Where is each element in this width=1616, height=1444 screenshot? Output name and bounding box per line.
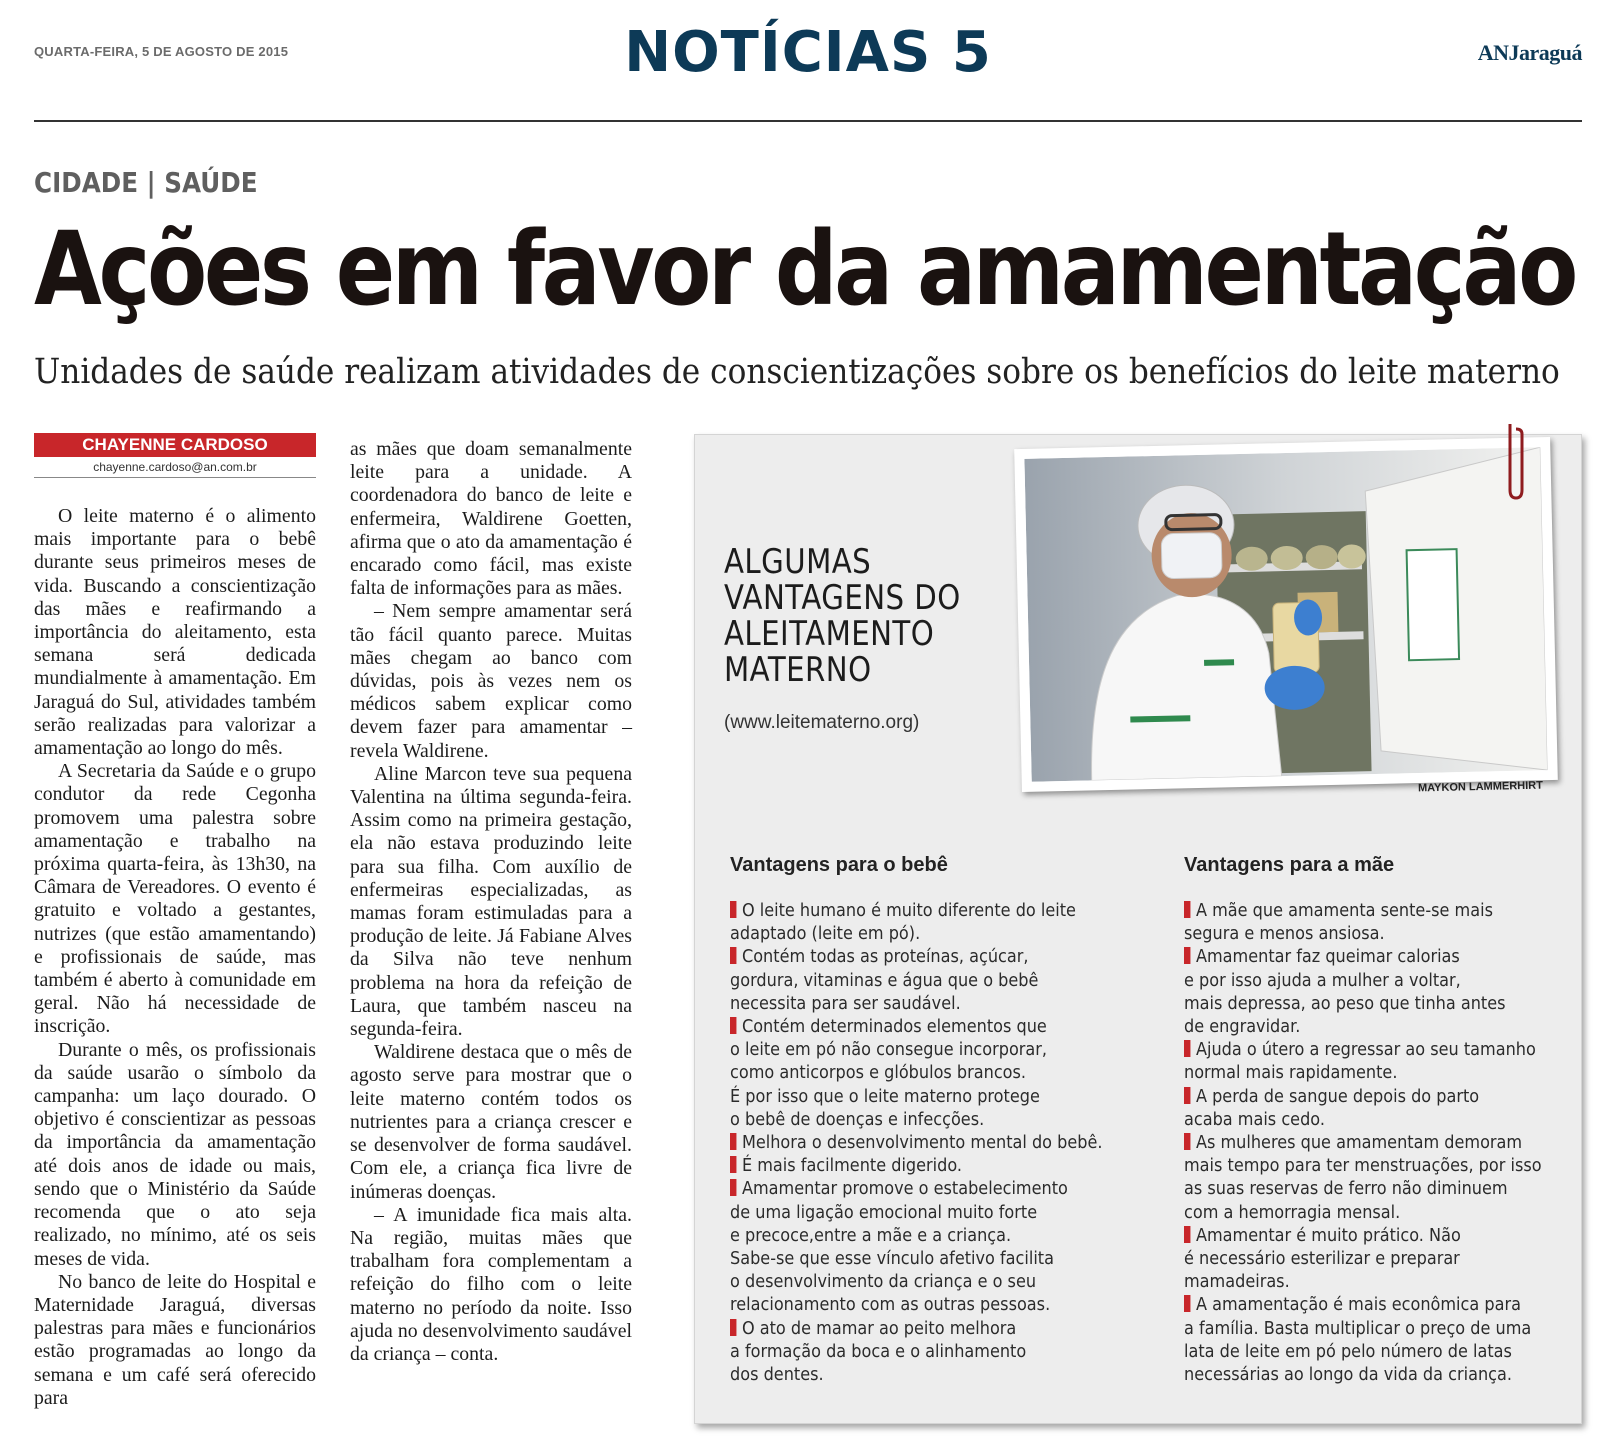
list-item-line — [1184, 1225, 1561, 1248]
list-item-line — [730, 1016, 1107, 1039]
list-item-text: A mãe que amamenta sente-se mais — [1195, 901, 1493, 921]
list-item-line — [1184, 1248, 1561, 1271]
list-item-text: o desenvolvimento da criança e o seu — [730, 1272, 1037, 1293]
list-item-text: necessita para ser saudável. — [730, 993, 961, 1014]
bullet-marker-icon — [730, 1179, 736, 1196]
paragraph: Waldirene destaca que o mês de agosto serve para mostrar que o leite materno contém todos os nutrientes para a criança crescer e se desenvolver de forma saudável. Com ele, a criança fica livre de inúmeras doenças. — [350, 1041, 632, 1203]
article-column-1 — [34, 505, 316, 1410]
list-item-line — [1184, 1341, 1561, 1364]
list-item-text: com a hemorragia mensal. — [1184, 1202, 1401, 1223]
info-box-title — [724, 544, 961, 688]
section-title: NOTÍCIAS 5 — [624, 20, 992, 85]
list-item-line — [730, 923, 1107, 946]
list-item-text: é necessário esterilizar e preparar — [1184, 1249, 1460, 1270]
list-item-text: e por isso ajuda a mulher a voltar, — [1184, 970, 1461, 991]
list-item-text: as suas reservas de ferro não diminuem — [1184, 1179, 1508, 1200]
list-item-line — [730, 1109, 1107, 1132]
bullet-marker-icon — [730, 1133, 736, 1150]
bullet-marker-icon — [730, 901, 736, 918]
list-item — [730, 1132, 1107, 1155]
list-item-line — [730, 970, 1107, 993]
list-item-text: gordura, vitaminas e água que o bebê — [730, 970, 1039, 991]
list-item-line — [1184, 1086, 1561, 1109]
header-divider — [34, 120, 1582, 122]
list-item-text: de uma ligação emocional muito forte — [730, 1202, 1038, 1223]
list-item-text: adaptado (leite em pó). — [730, 924, 921, 945]
list-item-line — [1184, 946, 1561, 969]
list-item-text: Amamentar promove o estabelecimento — [741, 1179, 1068, 1200]
list-item-text: a formação da boca e o alinhamento — [730, 1341, 1027, 1362]
paragraph: – A imunidade fica mais alta. Na região, muitas mães que trabalham fora complementam a refeição do filho com o leite materno no período da noite. Isso ajuda no desenvolvimento saudável da criança – conta. — [350, 1203, 632, 1365]
list-item-text: normal mais rapidamente. — [1184, 1063, 1398, 1084]
list-item-text: e precoce,entre a mãe e a criança. — [730, 1225, 1012, 1246]
title-line: ALEITAMENTO — [724, 614, 935, 654]
newspaper-logo: ANJaraguá — [1477, 40, 1582, 65]
list-item-line — [1184, 900, 1561, 923]
list-item-text: mamadeiras. — [1184, 1272, 1290, 1293]
article-headline: Ações em favor da amamentação — [34, 210, 1575, 329]
list-item-text: relacionamento com as outras pessoas. — [730, 1295, 1051, 1316]
list-item — [730, 946, 1107, 1016]
list-item-text: lata de leite em pó pelo número de latas — [1184, 1341, 1512, 1362]
list-item-line — [1184, 923, 1561, 946]
bullet-marker-icon — [730, 1017, 736, 1034]
list-item-text: o leite em pó não consegue incorporar, — [730, 1040, 1048, 1061]
list-item-text: necessárias ao longo da vida da criança. — [1184, 1365, 1512, 1386]
photo-credit: MAYKON LAMMERHIRT — [1417, 779, 1543, 795]
nurse-photo-illustration — [1024, 447, 1547, 782]
list-item-line — [1184, 1178, 1561, 1201]
title-line: MATERNO — [724, 650, 872, 690]
list-item-text: de engravidar. — [1184, 1017, 1301, 1038]
list-item-line — [730, 900, 1107, 923]
author-email: chayenne.cardoso@an.com.br — [34, 460, 316, 478]
bullet-marker-icon — [1184, 947, 1190, 964]
list-item-text: dos dentes. — [730, 1365, 824, 1386]
list-item — [1184, 1039, 1561, 1085]
list-item-line — [1184, 1062, 1561, 1085]
list-item-line — [730, 1364, 1107, 1387]
photo — [1014, 437, 1558, 792]
list-item-line — [1184, 1271, 1561, 1294]
list-item-line — [1184, 1294, 1561, 1317]
list-item-line — [1184, 993, 1561, 1016]
list-item-line — [1184, 1364, 1561, 1387]
list-item-line — [1184, 1155, 1561, 1178]
list-item — [1184, 946, 1561, 1039]
paragraph: Durante o mês, os profissionais da saúde usarão o símbolo da campanha: um laço dourado. O objetivo é conscientizar as pessoas da importância da amamentação até dois anos de idade ou mais, sendo que o Ministério da Saúde recomenda que o ato seja realizado, no mínimo, até os seis meses de vida. — [34, 1038, 316, 1270]
bullet-marker-icon — [730, 1156, 736, 1173]
list-item-line — [730, 1039, 1107, 1062]
bullet-marker-icon — [1184, 901, 1190, 918]
list-item-text: As mulheres que amamentam demoram — [1195, 1133, 1523, 1154]
list-item-line — [730, 1318, 1107, 1341]
list-item-text: Ajuda o útero a regressar ao seu tamanho — [1195, 1040, 1536, 1061]
list-item-line — [730, 1132, 1107, 1155]
list-item-text: Sabe-se que esse vínculo afetivo facilita — [730, 1249, 1054, 1270]
list-item — [1184, 900, 1561, 946]
article-column-2 — [350, 438, 632, 1366]
list-item-line — [1184, 1039, 1561, 1062]
list-item-line — [1184, 1109, 1561, 1132]
list-item-line — [1184, 970, 1561, 993]
list-item-line — [1184, 1318, 1561, 1341]
paragraph: – Nem sempre amamentar será tão fácil quanto parece. Muitas mães chegam ao banco com dúvidas, pois às vezes nem os médicos sabem explicar como devem fazer para amamentar – revela Waldirene. — [350, 600, 632, 762]
list-item-text: segura e menos ansiosa. — [1184, 924, 1385, 945]
article-subheadline: Unidades de saúde realizam atividades de conscientizações sobre os benefícios do leite materno — [34, 352, 1560, 392]
list-item — [1184, 1294, 1561, 1387]
list-item-text: Contém todas as proteínas, açúcar, — [741, 947, 1029, 968]
list-item-text: Melhora o desenvolvimento mental do bebê. — [741, 1133, 1103, 1154]
list-item-text: É mais facilmente digerido. — [741, 1156, 963, 1177]
bullet-marker-icon — [1184, 1226, 1190, 1243]
baby-advantages-list — [730, 900, 1107, 1387]
list-item-text: A amamentação é mais econômica para — [1195, 1295, 1521, 1316]
list-item-line — [730, 1271, 1107, 1294]
list-item-line — [730, 1155, 1107, 1178]
bullet-marker-icon — [1184, 1040, 1190, 1057]
list-item-line — [730, 1086, 1107, 1109]
list-item-line — [730, 946, 1107, 969]
list-item — [730, 1318, 1107, 1388]
title-line: ALGUMAS — [724, 542, 872, 582]
list-item-line — [1184, 1202, 1561, 1225]
list-item-text: acaba mais cedo. — [1184, 1109, 1325, 1130]
list-item — [730, 1016, 1107, 1132]
list-item-text: O ato de mamar ao peito melhora — [741, 1318, 1017, 1339]
list-item — [1184, 1086, 1561, 1132]
list-item-text: o bebê de doenças e infecções. — [730, 1109, 985, 1130]
list-item-text: a família. Basta multiplicar o preço de uma — [1184, 1318, 1532, 1339]
mother-advantages-list — [1184, 900, 1561, 1387]
list-item — [1184, 1225, 1561, 1295]
list-item-text: É por isso que o leite materno protege — [730, 1086, 1040, 1107]
list-item-line — [730, 1225, 1107, 1248]
bullet-marker-icon — [1184, 1133, 1190, 1150]
list-item-line — [730, 993, 1107, 1016]
bullet-marker-icon — [1184, 1087, 1190, 1104]
list-item-text: mais tempo para ter menstruações, por isso — [1184, 1156, 1542, 1177]
list-item-text: Amamentar faz queimar calorias — [1195, 947, 1460, 968]
list-item — [1184, 1132, 1561, 1225]
list-item-line — [730, 1178, 1107, 1201]
paperclip-icon — [1502, 420, 1530, 502]
article-kicker: CIDADE | SAÚDE — [34, 166, 258, 199]
list-item-text: A perda de sangue depois do parto — [1195, 1086, 1480, 1107]
bullet-marker-icon — [730, 947, 736, 964]
list-item-line — [730, 1062, 1107, 1085]
list-item-text: mais depressa, ao peso que tinha antes — [1184, 993, 1506, 1014]
list-item — [730, 1178, 1107, 1317]
list-item-line — [730, 1248, 1107, 1271]
list-item-line — [730, 1294, 1107, 1317]
paragraph: O leite materno é o alimento mais importante para o bebê durante seus primeiros meses de vida. Buscando a conscientização das mães e reafirmando a importância do aleitamento, esta semana será dedicada mundialmente à amamentação. Em Jaraguá do Sul, atividades também serão realizadas para valorizar a amamentação ao longo do mês. — [34, 505, 316, 760]
author-byline: CHAYENNE CARDOSO — [34, 433, 316, 457]
info-box-source: (www.leitematerno.org) — [724, 712, 920, 733]
paragraph: No banco de leite do Hospital e Maternidade Jaraguá, diversas palestras para mães e funcionários estão programadas ao longo da semana e um café será oferecido para — [34, 1270, 316, 1409]
list-item — [730, 1155, 1107, 1178]
list-item — [730, 900, 1107, 946]
title-line: VANTAGENS DO — [724, 578, 961, 618]
list-item-text: O leite humano é muito diferente do leite — [741, 901, 1076, 921]
list-item-text: como anticorpos e glóbulos brancos. — [730, 1063, 1027, 1084]
list-item-line — [730, 1202, 1107, 1225]
list-item-line — [730, 1341, 1107, 1364]
list-item-text: Amamentar é muito prático. Não — [1195, 1225, 1461, 1246]
issue-date: QUARTA-FEIRA, 5 DE AGOSTO DE 2015 — [34, 44, 289, 59]
mother-advantages-heading: Vantagens para a mãe — [1184, 854, 1395, 876]
list-item-text: Contém determinados elementos que — [741, 1017, 1047, 1038]
paragraph: as mães que doam semanalmente leite para a unidade. A coordenadora do banco de leite e enfermeira, Waldirene Goetten, afirma que o ato da amamentação é encarado como fácil, mas existe falta de informações para as mães. — [350, 438, 632, 600]
list-item-line — [1184, 1132, 1561, 1155]
bullet-marker-icon — [1184, 1295, 1190, 1312]
paragraph: Aline Marcon teve sua pequena Valentina na última segunda-feira. Assim como na primeira gestação, ela não estava produzindo leite para sua filha. Com auxílio de enfermeiras especializadas, as mamas foram estimuladas para a produção de leite. Já Fabiane Alves da Silva não teve nenhum problema na hora da refeição de Laura, que também nasceu na segunda-feira. — [350, 762, 632, 1041]
bullet-marker-icon — [730, 1319, 736, 1336]
list-item-line — [1184, 1016, 1561, 1039]
baby-advantages-heading: Vantagens para o bebê — [730, 854, 948, 876]
paragraph: A Secretaria da Saúde e o grupo condutor da rede Cegonha promovem uma palestra sobre amamentação e trabalho na próxima quarta-feira, às 13h30, na Câmara de Vereadores. O evento é gratuito e voltado a gestantes, nutrizes (que estão amamentando) e profissionais de saúde, mas também é aberto à comunidade em geral. Não há necessidade de inscrição. — [34, 760, 316, 1038]
